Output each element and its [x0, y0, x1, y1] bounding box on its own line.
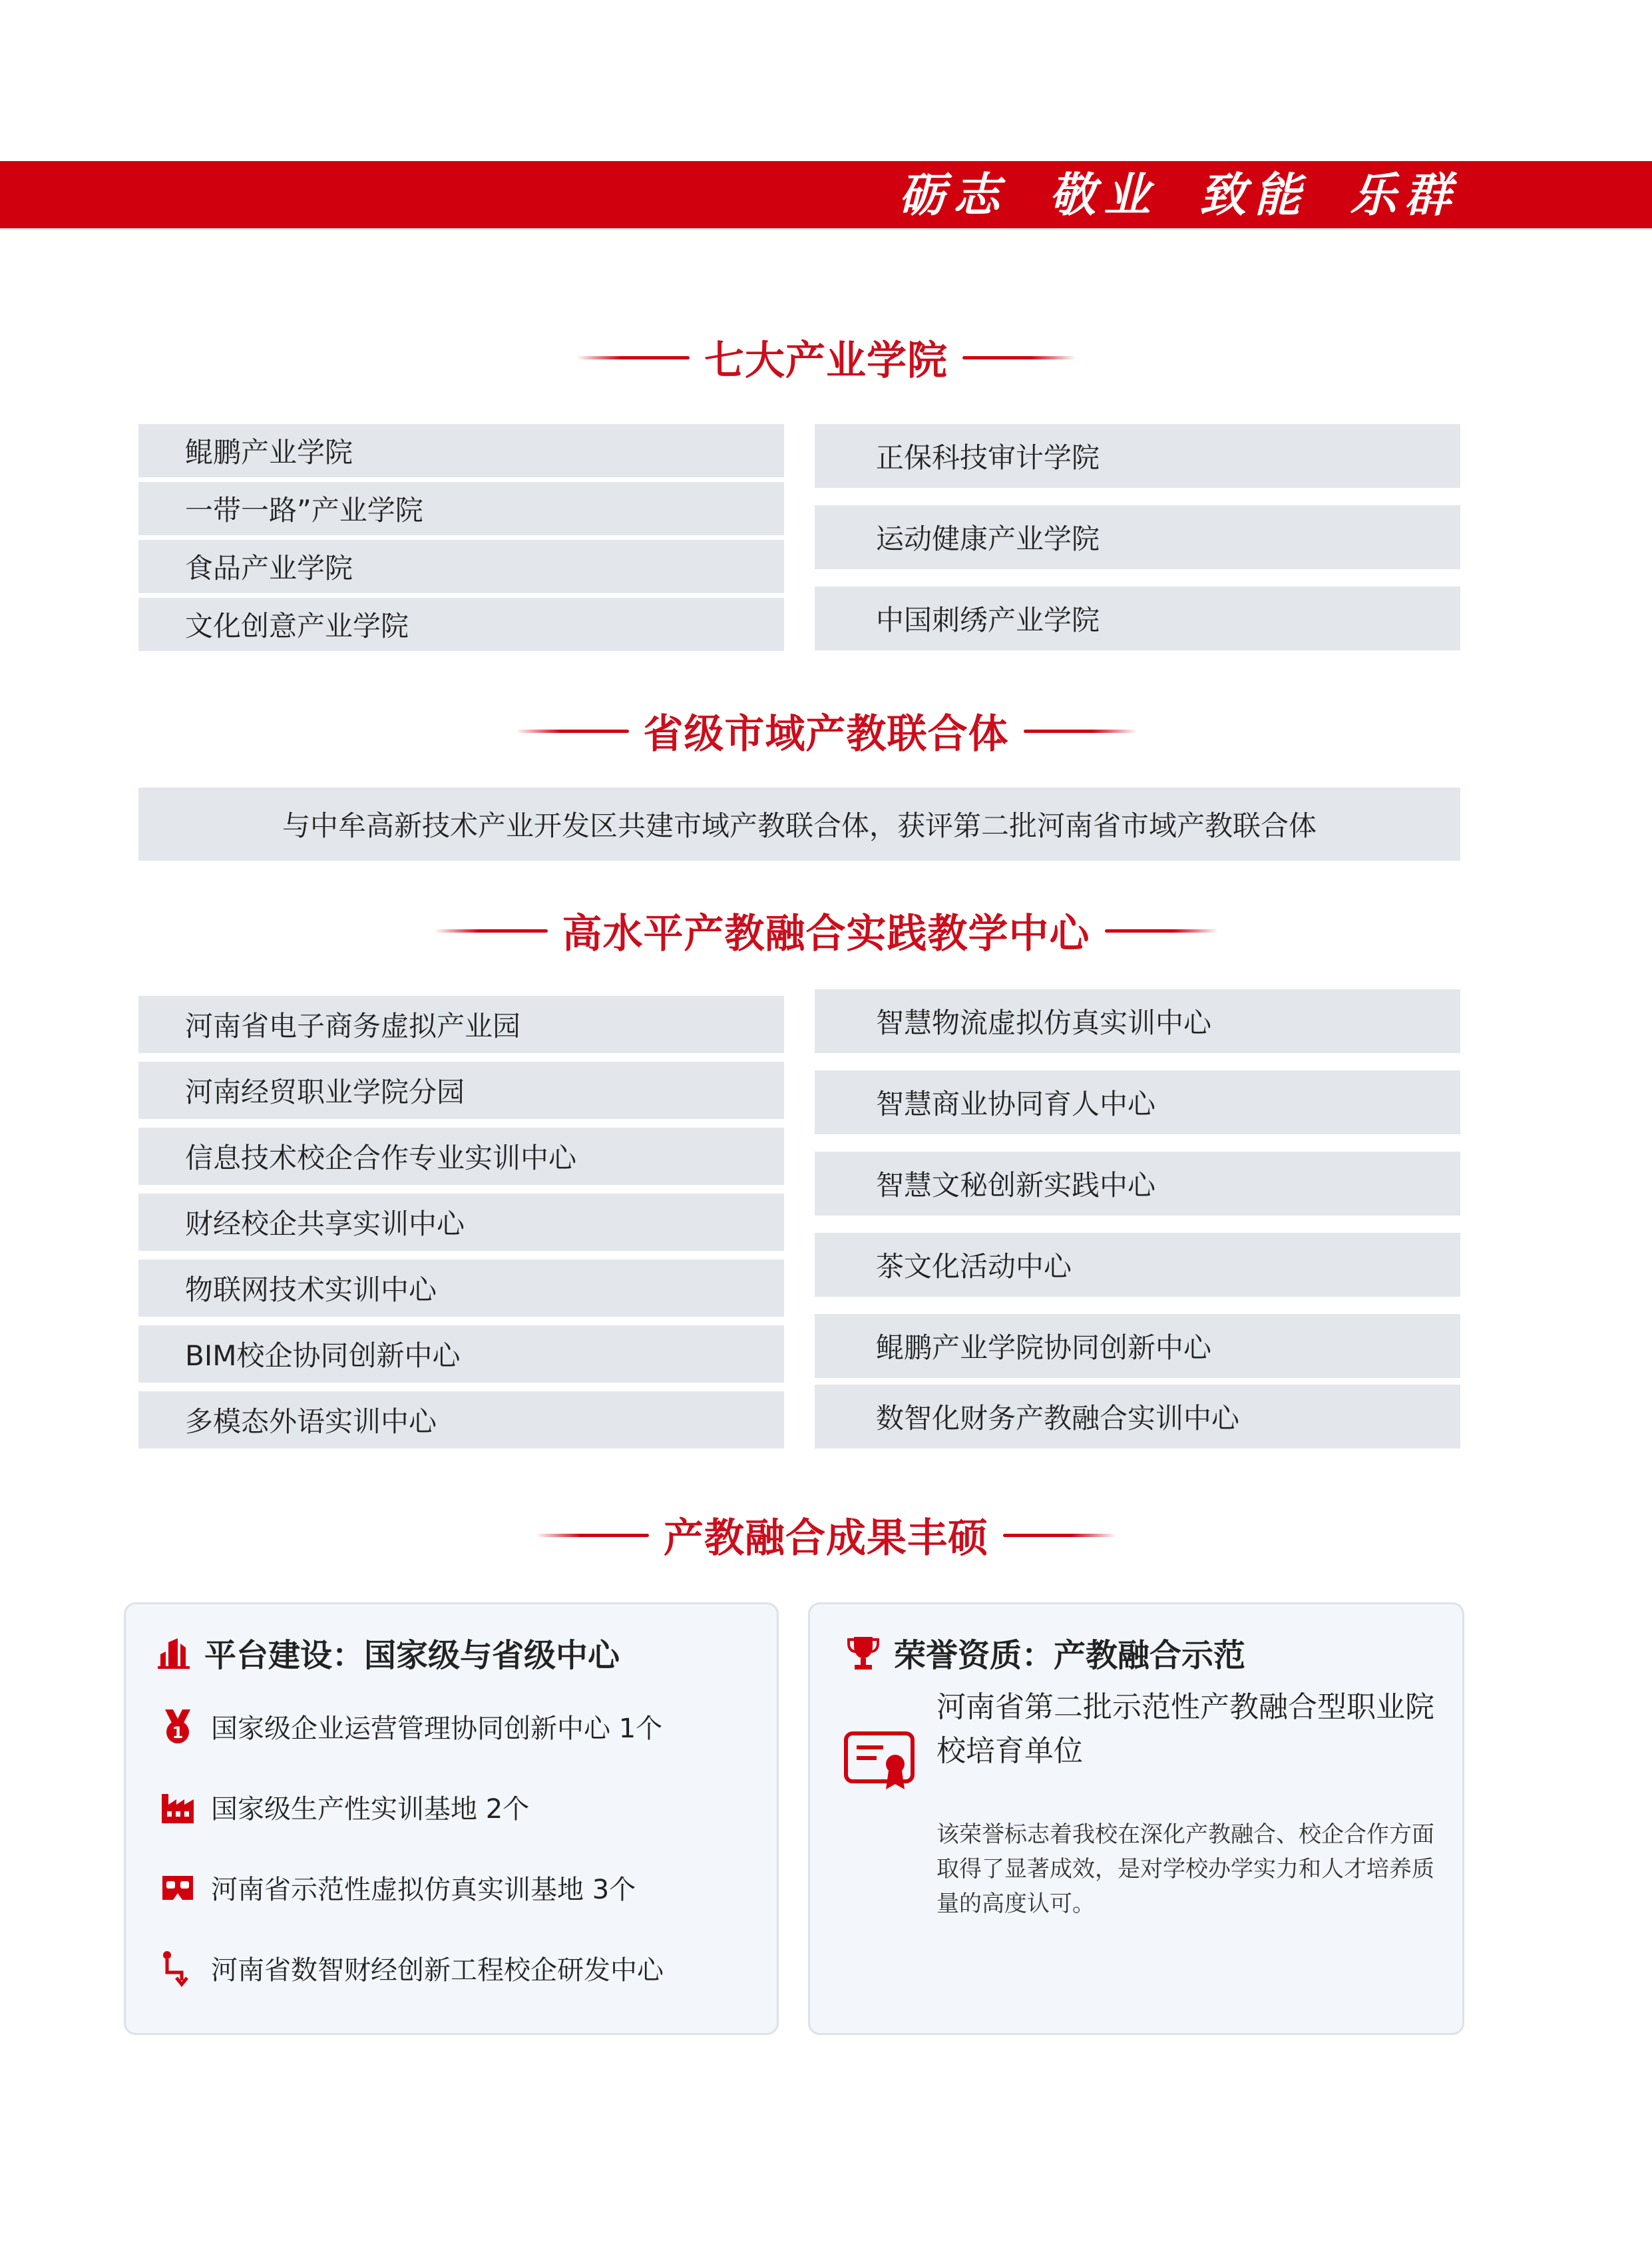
college-item: 鲲鹏产业学院 [138, 424, 784, 477]
section-title-centers [0, 904, 1652, 957]
center-item: 河南省电子商务虚拟产业园 [138, 996, 784, 1053]
title-rule [1003, 1534, 1116, 1537]
honor-card [808, 1602, 1464, 2035]
honor-award-line: 校培育单位 [936, 1734, 1083, 1768]
route-icon [159, 1950, 196, 1987]
platform-card-heading [155, 1630, 620, 1676]
section-title-text: 高水平产教融合实践教学中心 [562, 911, 1090, 957]
honor-award-line: 河南省第二批示范性产教融合型职业院 [936, 1690, 1434, 1724]
center-item: 物联网技术实训中心 [138, 1259, 784, 1317]
section-title-text: 产教融合成果丰硕 [664, 1515, 988, 1562]
title-rule [576, 356, 690, 359]
college-item: 文化创意产业学院 [138, 598, 784, 651]
platform-item-text: 国家级生产性实训基地 2个 [211, 1794, 530, 1825]
platform-item-text: 河南省数智财经创新工程校企研发中心 [211, 1955, 664, 1986]
colleges-left-list [138, 424, 784, 651]
section-title-colleges [0, 331, 1652, 384]
building-icon [155, 1634, 192, 1672]
centers-right-list [815, 989, 1460, 1449]
center-item: 多模态外语实训中心 [138, 1391, 784, 1449]
college-item: 中国刺绣产业学院 [815, 586, 1460, 650]
title-rule [1105, 929, 1218, 933]
section-title-consortium [0, 704, 1652, 758]
title-rule [536, 1534, 649, 1537]
center-item: 智慧文秘创新实践中心 [815, 1152, 1460, 1216]
platform-item [159, 1949, 664, 1987]
certificate-icon [843, 1729, 918, 1799]
college-item: 一带一路”产业学院 [138, 482, 784, 535]
platform-item [159, 1788, 529, 1826]
honor-heading-text: 荣誉资质：产教融合示范 [894, 1637, 1246, 1674]
honor-card-heading [845, 1630, 1245, 1676]
center-item: 数智化财务产教融合实训中心 [815, 1385, 1460, 1449]
center-item: 财经校企共享实训中心 [138, 1194, 784, 1251]
title-rule [1024, 730, 1137, 733]
platform-item-text: 国家级企业运营管理协同创新中心 1个 [211, 1713, 663, 1744]
honor-description [936, 1817, 1434, 1921]
medal-icon [159, 1708, 196, 1745]
platform-item [159, 1869, 636, 1906]
motto-word: 致能 [1199, 167, 1309, 222]
platform-heading-text: 平台建设：国家级与省级中心 [204, 1637, 620, 1674]
title-rule [516, 730, 629, 733]
vr-headset-icon [159, 1869, 196, 1906]
section-title-text: 七大产业学院 [704, 337, 948, 384]
motto-word: 乐群 [1350, 167, 1459, 222]
platform-item [159, 1707, 662, 1745]
center-item: 智慧商业协同育人中心 [815, 1070, 1460, 1134]
center-item: 茶文化活动中心 [815, 1233, 1460, 1297]
title-rule [962, 356, 1076, 359]
colleges-right-list [815, 424, 1460, 650]
honor-award-text [936, 1685, 1434, 1773]
college-item: 正保科技审计学院 [815, 424, 1460, 488]
honor-description-line: 取得了显著成效，是对学校办学实力和人才培养质 [936, 1856, 1434, 1883]
platform-item-text: 河南省示范性虚拟仿真实训基地 3个 [211, 1875, 636, 1905]
center-item: 鲲鹏产业学院协同创新中心 [815, 1314, 1460, 1378]
honor-description-line: 该荣誉标志着我校在深化产教融合、校企合作方面 [936, 1821, 1434, 1848]
platform-card [124, 1602, 779, 2035]
consortium-description: 与中牟高新技术产业开发区共建市域产教联合体，获评第二批河南省市域产教联合体 [138, 787, 1460, 861]
center-item: 智慧物流虚拟仿真实训中心 [815, 989, 1460, 1053]
centers-left-list [138, 996, 784, 1449]
center-item: 河南经贸职业学院分园 [138, 1062, 784, 1119]
svg-text:1: 1 [172, 1723, 184, 1742]
section-title-text: 省级市域产教联合体 [643, 711, 1009, 758]
center-item: BIM校企协同创新中心 [138, 1325, 784, 1383]
school-motto [857, 166, 1459, 223]
college-item: 食品产业学院 [138, 540, 784, 593]
motto-word: 敬业 [1049, 167, 1158, 222]
section-title-results [0, 1508, 1652, 1562]
factory-icon [159, 1789, 196, 1826]
trophy-icon [845, 1634, 882, 1672]
center-item: 信息技术校企合作专业实训中心 [138, 1128, 784, 1185]
motto-word: 砺志 [899, 167, 1008, 222]
title-rule [435, 929, 548, 933]
honor-description-line: 量的高度认可。 [936, 1891, 1095, 1917]
college-item: 运动健康产业学院 [815, 505, 1460, 569]
